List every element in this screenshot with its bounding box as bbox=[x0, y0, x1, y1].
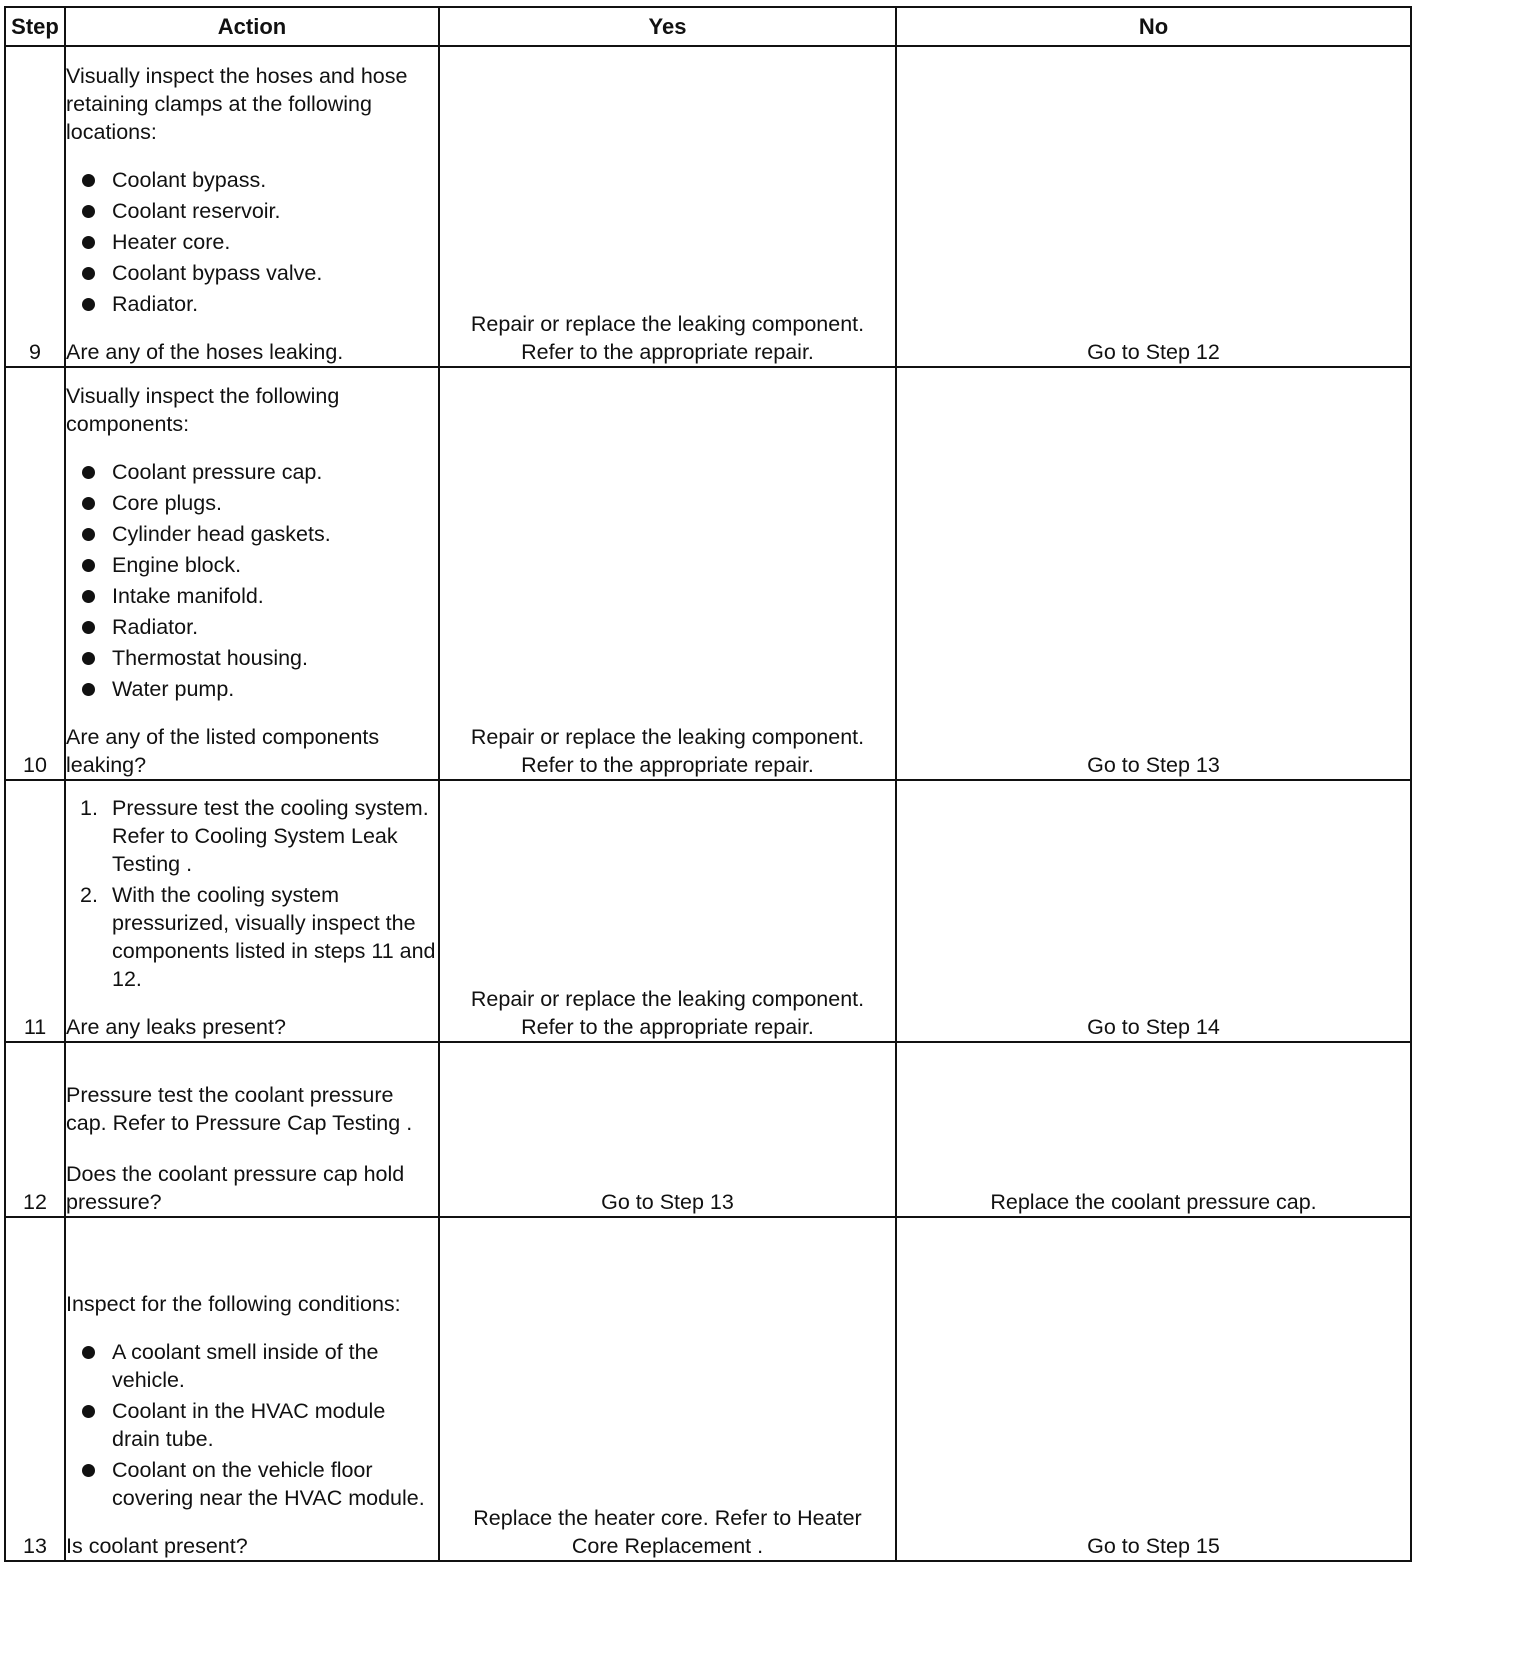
numbered-list bbox=[66, 794, 438, 993]
header-yes: Yes bbox=[439, 7, 896, 46]
list-item: Radiator. bbox=[66, 290, 438, 318]
step-number: 10 bbox=[5, 367, 65, 780]
item-text: Pressure test the cooling system. Refer to Cooling System Leak Testing . bbox=[112, 796, 429, 876]
action-intro: Visually inspect the hoses and hose retaining clamps at the following locations: bbox=[66, 64, 408, 144]
yes-cell bbox=[439, 367, 896, 780]
yes-cell bbox=[439, 1217, 896, 1561]
bullet-list bbox=[66, 458, 438, 703]
list-item: Coolant bypass. bbox=[66, 166, 438, 194]
action-intro: Visually inspect the following components: bbox=[66, 384, 340, 436]
yes-line: Core Replacement . bbox=[571, 1534, 764, 1558]
item-number: 2. bbox=[80, 883, 98, 907]
yes-cell bbox=[439, 780, 896, 1042]
list-item: Radiator. bbox=[66, 613, 438, 641]
bullet-list bbox=[66, 166, 438, 318]
yes-cell bbox=[439, 46, 896, 367]
list-item: Water pump. bbox=[66, 675, 438, 703]
diagnostic-table bbox=[4, 6, 1412, 1562]
header-step: Step bbox=[5, 7, 65, 46]
yes-line: Go to Step 13 bbox=[601, 1190, 734, 1214]
no-cell: Go to Step 13 bbox=[896, 367, 1411, 780]
yes-line: Repair or replace the leaking component. bbox=[470, 725, 865, 749]
step-number: 9 bbox=[5, 46, 65, 367]
action-cell bbox=[65, 46, 439, 367]
list-item: Coolant reservoir. bbox=[66, 197, 438, 225]
action-cell bbox=[65, 367, 439, 780]
list-item bbox=[66, 881, 438, 993]
bullet-list bbox=[66, 1338, 438, 1512]
table-row bbox=[5, 1042, 1411, 1217]
yes-line: Refer to the appropriate repair. bbox=[521, 1015, 814, 1039]
no-cell: Go to Step 14 bbox=[896, 780, 1411, 1042]
list-item: Thermostat housing. bbox=[66, 644, 438, 672]
item-number: 1. bbox=[80, 796, 98, 820]
action-question: Are any of the listed components leaking? bbox=[66, 725, 380, 777]
action-cell bbox=[65, 1042, 439, 1217]
list-item: Coolant in the HVAC module drain tube. bbox=[66, 1397, 438, 1453]
table-row bbox=[5, 1217, 1411, 1561]
action-intro: Pressure test the coolant pressure cap. Refer to Pressure Cap Testing . bbox=[66, 1083, 413, 1135]
list-item: Intake manifold. bbox=[66, 582, 438, 610]
list-item: Coolant on the vehicle floor covering near the HVAC module. bbox=[66, 1456, 438, 1512]
step-number: 12 bbox=[5, 1042, 65, 1217]
step-number: 11 bbox=[5, 780, 65, 1042]
list-item: Coolant pressure cap. bbox=[66, 458, 438, 486]
action-cell bbox=[65, 780, 439, 1042]
header-action: Action bbox=[65, 7, 439, 46]
action-intro: Inspect for the following conditions: bbox=[66, 1292, 401, 1316]
yes-line: Repair or replace the leaking component. bbox=[470, 312, 865, 336]
no-cell: Go to Step 12 bbox=[896, 46, 1411, 367]
list-item: Core plugs. bbox=[66, 489, 438, 517]
item-text: With the cooling system pressurized, visually inspect the components listed in steps 11 and 12. bbox=[112, 883, 436, 991]
header-no: No bbox=[896, 7, 1411, 46]
action-question: Is coolant present? bbox=[66, 1534, 248, 1558]
no-cell: Replace the coolant pressure cap. bbox=[896, 1042, 1411, 1217]
step-number: 13 bbox=[5, 1217, 65, 1561]
yes-cell bbox=[439, 1042, 896, 1217]
list-item: Heater core. bbox=[66, 228, 438, 256]
table-row bbox=[5, 780, 1411, 1042]
action-cell bbox=[65, 1217, 439, 1561]
list-item: Cylinder head gaskets. bbox=[66, 520, 438, 548]
header-row bbox=[5, 7, 1411, 46]
list-item: Engine block. bbox=[66, 551, 438, 579]
table-row bbox=[5, 367, 1411, 780]
no-cell: Go to Step 15 bbox=[896, 1217, 1411, 1561]
list-item bbox=[66, 794, 438, 878]
list-item: A coolant smell inside of the vehicle. bbox=[66, 1338, 438, 1394]
action-question: Are any leaks present? bbox=[66, 1015, 286, 1039]
action-question: Are any of the hoses leaking. bbox=[66, 340, 344, 364]
yes-line: Replace the heater core. Refer to Heater bbox=[473, 1506, 862, 1530]
yes-line: Refer to the appropriate repair. bbox=[521, 340, 814, 364]
list-item: Coolant bypass valve. bbox=[66, 259, 438, 287]
yes-line: Refer to the appropriate repair. bbox=[521, 753, 814, 777]
yes-line: Repair or replace the leaking component. bbox=[470, 987, 865, 1011]
action-question: Does the coolant pressure cap hold pressure? bbox=[66, 1162, 405, 1214]
table-row bbox=[5, 46, 1411, 367]
